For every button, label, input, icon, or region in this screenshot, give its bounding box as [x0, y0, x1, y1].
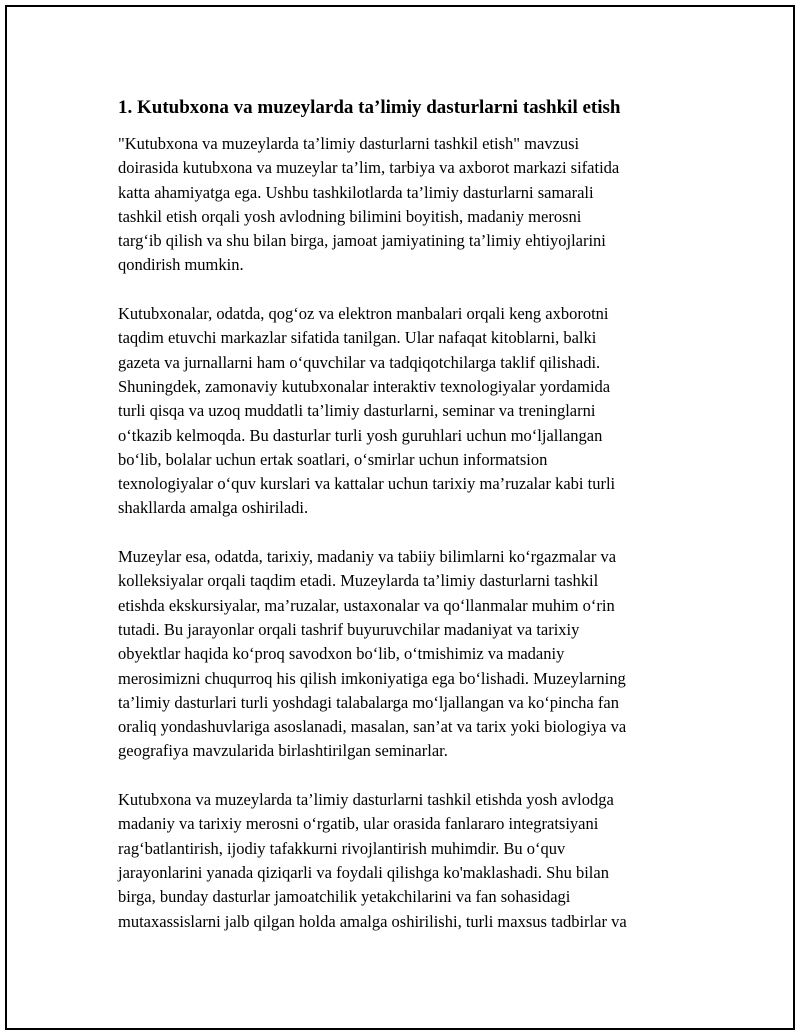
text-line: ta’limiy dasturlari turli yoshdagi talabalarga mo‘ljallangan va ko‘pincha fan [118, 692, 619, 712]
text-line: targ‘ib qilish va shu bilan birga, jamoat jamiyatining ta’limiy ehtiyojlarini [118, 231, 606, 251]
text-line: kolleksiyalar orqali taqdim etadi. Muzeylarda ta’limiy dasturlarni tashkil [118, 571, 599, 591]
paragraph-4 [118, 788, 698, 934]
text-line: tashkil etish orqali yosh avlodning bilimini boyitish, madaniy merosni [118, 206, 582, 226]
text-line: turli qisqa va uzoq muddatli ta’limiy dasturlarni, seminar va treninglarni [118, 401, 596, 421]
text-line: doirasida kutubxona va muzeylar ta’lim, tarbiya va axborot markazi sifatida [118, 158, 620, 178]
text-line: katta ahamiyatga ega. Ushbu tashkilotlarda ta’limiy dasturlarni samarali [118, 182, 594, 202]
document-content [118, 96, 698, 958]
text-line: Muzeylar esa, odatda, tarixiy, madaniy va tabiiy bilimlarni ko‘rgazmalar va [118, 547, 617, 567]
text-line: bo‘lib, bolalar uchun ertak soatlari, o‘smirlar uchun informatsion [118, 449, 548, 469]
paragraph-3 [118, 545, 698, 764]
text-line: o‘tkazib kelmoqda. Bu dasturlar turli yosh guruhlari uchun mo‘ljallangan [118, 425, 603, 445]
text-line: madaniy va tarixiy merosni o‘rgatib, ular orasida fanlararo integratsiyani [118, 814, 599, 834]
text-line: obyektlar haqida ko‘proq savodxon bo‘lib, o‘tmishimiz va madaniy [118, 644, 565, 664]
text-line: jarayonlarini yanada qiziqarli va foydali qilishga ko'maklashadi. Shu bilan [118, 862, 609, 882]
text-line: mutaxassislarni jalb qilgan holda amalga oshirilishi, turli maxsus tadbirlar va [118, 911, 627, 931]
text-line: taqdim etuvchi markazlar sifatida tanilgan. Ular nafaqat kitoblarni, balki [118, 328, 597, 348]
text-line: oraliq yondashuvlariga asoslanadi, masalan, san’at va tarix yoki biologiya va [118, 717, 627, 737]
text-line: tutadi. Bu jarayonlar orqali tashrif buyuruvchilar madaniyat va tarixiy [118, 619, 580, 639]
text-line: texnologiyalar o‘quv kurslari va kattalar uchun tarixiy ma’ruzalar kabi turli [118, 474, 616, 494]
text-line: etishda ekskursiyalar, ma’ruzalar, ustaxonalar va qo‘llanmalar muhim o‘rin [118, 595, 615, 615]
text-line: Shuningdek, zamonaviy kutubxonalar interaktiv texnologiyalar yordamida [118, 376, 611, 396]
text-line: Kutubxonalar, odatda, qog‘oz va elektron manbalari orqali keng axborotni [118, 304, 609, 324]
text-line: gazeta va jurnallarni ham o‘quvchilar va tadqiqotchilarga taklif qilishadi. [118, 352, 601, 372]
text-line: shakllarda amalga oshiriladi. [118, 498, 309, 518]
text-line: geografiya mavzularida birlashtirilgan seminarlar. [118, 741, 448, 761]
text-line: qondirish mumkin. [118, 255, 244, 275]
text-line: "Kutubxona va muzeylarda ta’limiy dasturlarni tashkil etish" mavzusi [118, 134, 580, 153]
text-line: Kutubxona va muzeylarda ta’limiy dasturlarni tashkil etishda yosh avlodga [118, 790, 614, 810]
section-heading: 1. Kutubxona va muzeylarda ta’limiy dasturlarni tashkil etish [118, 97, 621, 118]
paragraph-1 [118, 132, 698, 278]
paragraph-2 [118, 302, 698, 521]
text-line: rag‘batlantirish, ijodiy tafakkurni rivojlantirish muhimdir. Bu o‘quv [118, 838, 566, 858]
text-line: merosimizni chuqurroq his qilish imkoniyatiga ega bo‘lishadi. Muzeylarning [118, 668, 626, 688]
text-line: birga, bunday dasturlar jamoatchilik yetakchilarini va fan sohasidagi [118, 887, 571, 907]
